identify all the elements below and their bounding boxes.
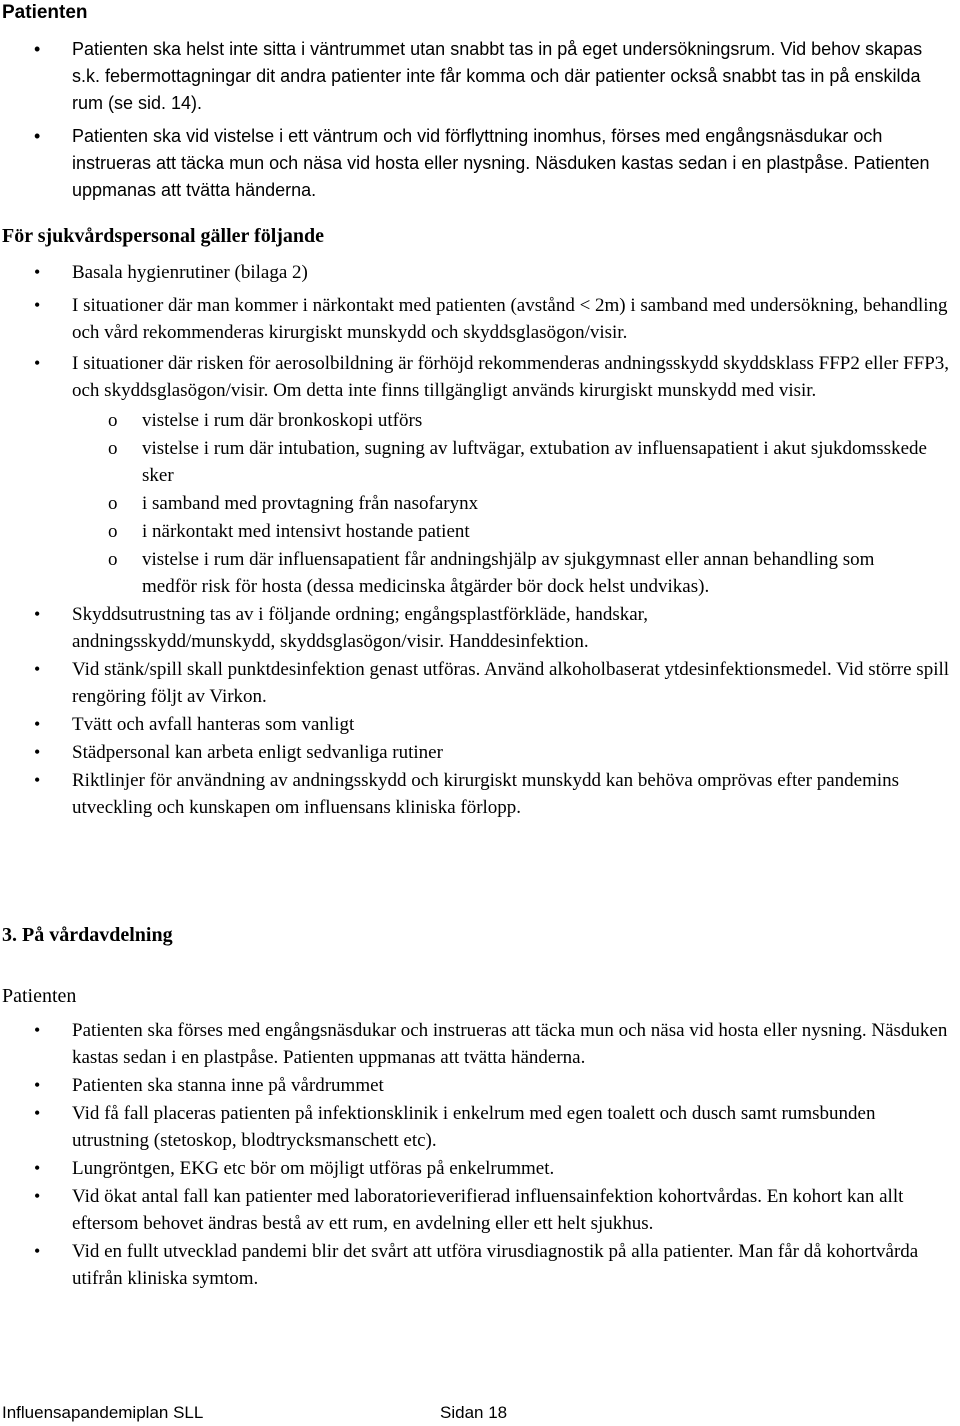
sub-list-item: o vistelse i rum där intubation, sugning av luftvägar, extubation av influensapatient i akut sjukdomsskede sker (72, 435, 954, 489)
list-item: • Basala hygienrutiner (bilaga 2) (0, 259, 960, 286)
list-item: • Vid få fall placeras patienten på infektionsklinik i enkelrum med egen toalett och dusch samt rumsbunden utrustning (stetoskop, blodtrycksmanschett etc). (0, 1100, 960, 1154)
list-item: • Lungröntgen, EKG etc bör om möjligt utföras på enkelrummet. (0, 1155, 960, 1182)
sub-list-item: o i närkontakt med intensivt hostande patient (72, 518, 954, 545)
sub-list-item: o vistelse i rum där bronkoskopi utförs (72, 407, 954, 434)
list-item: • Patienten ska stanna inne på vårdrummet (0, 1072, 960, 1099)
ward-patient-list (0, 1017, 960, 1292)
list-item: • I situationer där man kommer i närkontakt med patienten (avstånd < 2m) i samband med undersökning, behandling och vård rekommenderas kirurgiskt munskydd och skyddsglasögon/visir. (0, 292, 960, 346)
list-item: • Vid stänk/spill skall punktdesinfektion genast utföras. Använd alkoholbaserat ytdesinfektionsmedel. Vid större spill rengöring följt av Virkon. (0, 656, 960, 710)
list-item: • Patienten ska vid vistelse i ett väntrum och vid förflyttning inomhus, förses med engångsnäsdukar och instrueras att täcka mun och näsa vid hosta eller nysning. Näsduken kastas sedan i en plastpåse. Patienten uppmanas att tvätta händerna. (0, 123, 960, 204)
list-item-text: I situationer där risken för aerosolbildning är förhöjd rekommenderas andningsskydd skyddsklass FFP2 eller FFP3, och skyddsglasögon/visir. Om detta inte finns tillgängligt används kirurgiskt munskydd med visir. (72, 353, 950, 401)
list-item: • Patienten ska förses med engångsnäsdukar och instrueras att täcka mun och näsa vid hosta eller nysning. Näsduken kastas sedan i en plastpåse. Patienten uppmanas att tvätta händerna. (0, 1017, 960, 1071)
staff-list (0, 259, 960, 821)
section-heading-patienten: Patienten (2, 2, 88, 23)
sub-list-item: o i samband med provtagning från nasofarynx (72, 490, 954, 517)
list-item: • Skyddsutrustning tas av i följande ordning; engångsplastförkläde, handskar, andningsskydd/munskydd, skyddsglasögon/visir. Handdesinfektion. (0, 601, 960, 655)
list-item: • Patienten ska helst inte sitta i väntrummet utan snabbt tas in på eget undersökningsrum. Vid behov skapas s.k. febermottagningar dit andra patienter inte får komma och där patienter också snabbt tas in på enskilda rum (se sid. 14). (0, 36, 960, 117)
list-item: • Vid ökat antal fall kan patienter med laboratorieverifierad influensainfektion kohortvårdas. En kohort kan allt eftersom behovet ändras bestå av ett rum, en avdelning eller ett helt sjukhus. (0, 1183, 960, 1237)
list-item: • Tvätt och avfall hanteras som vanligt (0, 711, 960, 738)
footer-page-number: Sidan 18 (440, 1403, 508, 1422)
sub-list-item: o vistelse i rum där influensapatient får andningshjälp av sjukgymnast eller annan behandling som medför risk för hosta (dessa medicinska åtgärder bör dock helst undvikas). (72, 546, 954, 600)
section-heading-staff: För sjukvårdspersonal gäller följande (2, 225, 325, 247)
list-item: • Städpersonal kan arbeta enligt sedvanliga rutiner (0, 739, 960, 766)
list-item: • Vid en fullt utvecklad pandemi blir det svårt att utföra virusdiagnostik på alla patienter. Man får då kohortvårda utifrån kliniska symtom. (0, 1238, 960, 1292)
aerosol-situation-list (72, 407, 954, 600)
subheading-patienten: Patienten (2, 985, 77, 1007)
footer-document-title: Influensapandemiplan SLL (2, 1403, 204, 1422)
list-item: • Riktlinjer för användning av andningsskydd och kirurgiskt munskydd kan behöva omprövas efter pandemins utveckling och kunskapen om influensans kliniska förlopp. (0, 767, 960, 821)
section-heading-ward: 3. På vårdavdelning (2, 924, 173, 946)
list-item (0, 350, 960, 600)
patient-list-reception (0, 36, 960, 204)
